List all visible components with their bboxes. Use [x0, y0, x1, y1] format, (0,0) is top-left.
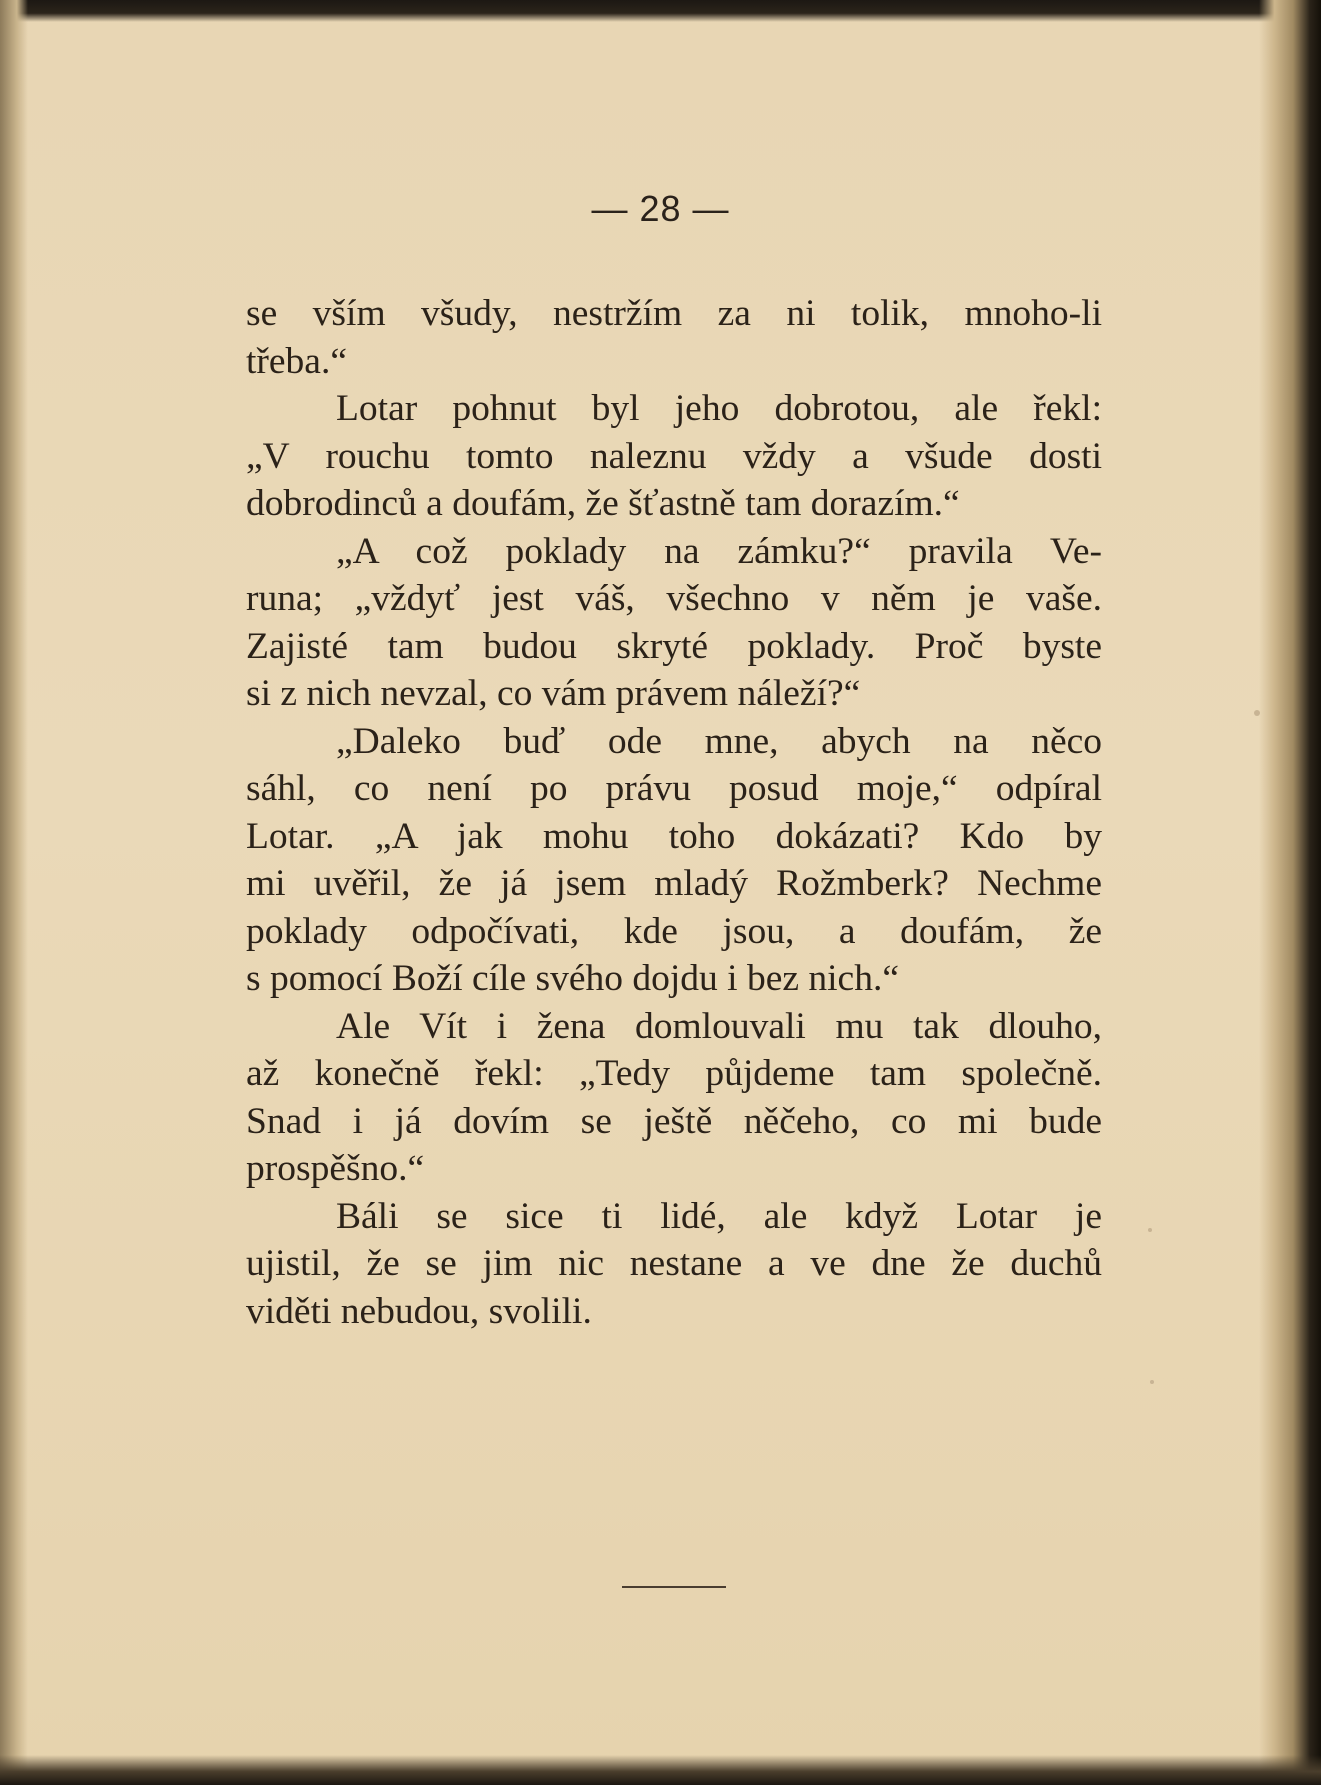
- page-top-edge: [0, 0, 1321, 22]
- text-line: prospěšno.“: [246, 1148, 425, 1189]
- text-line: třeba.“: [246, 340, 347, 382]
- text-line: až konečně řekl: „Tedy půjdeme tam společně.: [246, 1053, 1102, 1094]
- text-line: sáhl, co není po právu posud moje,“ odpíral: [246, 768, 1102, 809]
- paper-speck: [1150, 1380, 1154, 1384]
- text-line: se vším všudy, nestržím za ni tolik, mnoho-li: [246, 293, 1102, 334]
- paper-speck: [1148, 1228, 1152, 1232]
- section-end-rule: [622, 1586, 726, 1588]
- text-line: Báli se sice ti lidé, ale když Lotar je: [336, 1195, 1102, 1237]
- page-number: — 28 —: [591, 188, 730, 229]
- text-line: Lotar. „A jak mohu toho dokázati? Kdo by: [246, 815, 1102, 857]
- paper-speck: [1254, 710, 1260, 716]
- text-line: Lotar pohnut byl jeho dobrotou, ale řekl:: [336, 388, 1102, 429]
- text-line: Ale Vít i žena domlouvali mu tak dlouho,: [336, 1005, 1102, 1047]
- page-left-edge: [0, 0, 28, 1785]
- text-line: Zajisté tam budou skryté poklady. Proč byste: [246, 625, 1102, 667]
- text-line: Snad i já dovím se ještě něčeho, co mi bude: [246, 1100, 1102, 1142]
- book-spine-gutter: [1259, 0, 1321, 1785]
- text-line: si z nich nevzal, co vám právem náleží?“: [246, 673, 861, 714]
- text-line: viděti nebudou, svolili.: [246, 1290, 592, 1332]
- text-line: runa; „vždyť jest váš, všechno v něm je vaše.: [246, 578, 1102, 619]
- text-line: poklady odpočívati, kde jsou, a doufám, že: [246, 910, 1102, 952]
- text-line: mi uvěřil, že já jsem mladý Rožmberk? Nechme: [246, 863, 1102, 904]
- page-bottom-edge: [0, 1755, 1321, 1785]
- text-line: s pomocí Boží cíle svého dojdu i bez nich.“: [246, 958, 899, 999]
- text-line: ujistil, že se jim nic nestane a ve dne že duchů: [246, 1243, 1102, 1284]
- body-text: [246, 290, 1102, 1335]
- text-line: „Daleko buď ode mne, abych na něco: [336, 720, 1102, 762]
- text-line: „V rouchu tomto naleznu vždy a všude dosti: [246, 435, 1102, 477]
- text-line: „A což poklady na zámku?“ pravila Ve-: [336, 530, 1102, 572]
- text-line: dobrodinců a doufám, že šťastně tam dorazím.“: [246, 483, 960, 524]
